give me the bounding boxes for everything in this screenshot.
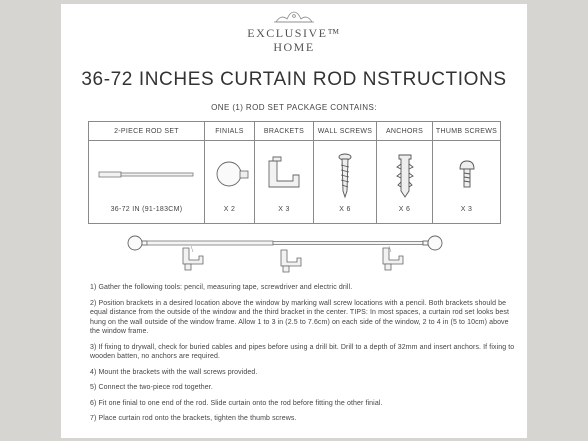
part-cell (89, 141, 205, 224)
page-title: 36-72 INCHES CURTAIN ROD NSTRUCTIONS (81, 69, 507, 90)
brand-name: EXCLUSIVE™ (247, 26, 341, 40)
package-subtitle: ONE (1) ROD SET PACKAGE CONTAINS: (211, 103, 377, 112)
parts-table (88, 121, 501, 224)
bracket-icon (183, 248, 403, 272)
part-qty: X 3 (278, 206, 290, 213)
anchor-icon (377, 151, 432, 199)
part-name: 2-PIECE ROD SET (89, 122, 205, 141)
finial-icon (205, 151, 254, 199)
instruction-steps (90, 283, 520, 430)
part-name: FINIALS (205, 122, 255, 141)
part-cell (377, 141, 433, 224)
parts-body-row (89, 141, 501, 224)
step-item: 2) Position brackets in a desired location above the window by marking wall screw locations with a pencil. Both brackets should be equal distance from the outside of the window and the third bracket in the center. TIPS: In most spaces, a curtain rod set looks best hung on the wall outside of the window frame. Allow 1 to 3 in (2.5 to 7.6cm) on each side of the window, 2 to 4 in (5 to 10cm) above the window frame. (90, 299, 510, 335)
screw-icon (314, 151, 376, 199)
part-cell (314, 141, 377, 224)
crown-ornament-icon (61, 10, 527, 24)
part-qty: X 3 (460, 206, 473, 213)
step-item: 7) Place curtain rod onto the brackets, tighten the thumb screws. (90, 415, 297, 422)
part-cell (255, 141, 314, 224)
part-name: ANCHORS (377, 122, 433, 141)
part-qty: X 6 (398, 206, 411, 213)
part-cell (433, 141, 501, 224)
part-name: BRACKETS (255, 122, 314, 141)
step-item: 6) Fit one finial to one end of the rod. Slide curtain onto the rod before fitting the other finial. (90, 399, 383, 407)
rod-icon (89, 151, 204, 199)
step-item: 4) Mount the brackets with the wall screws provided. (90, 368, 258, 376)
instruction-sheet (61, 4, 527, 438)
part-qty: X 2 (223, 206, 236, 213)
part-qty: 36-72 IN (91-183CM) (110, 206, 183, 213)
brand-subname: HOME (273, 40, 315, 54)
thumb-screw-icon (433, 151, 500, 199)
assembled-rod-icon (147, 241, 423, 245)
assembly-diagram (121, 226, 461, 281)
left-finial-icon (128, 236, 147, 250)
right-finial-icon (423, 236, 442, 250)
bracket-icon (255, 151, 313, 199)
step-item: 1) Gather the following tools: pencil, measuring tape, screwdriver and electric drill. (90, 284, 353, 291)
part-cell (205, 141, 255, 224)
step-item: 5) Connect the two-piece rod together. (90, 384, 213, 391)
part-qty: X 6 (339, 206, 351, 213)
part-name: WALL SCREWS (314, 122, 377, 141)
part-name: THUMB SCREWS (433, 122, 501, 141)
step-item: 3) If fixing to drywall, check for buried cables and pipes before using a drill bit. Drill to a depth of 32mm and insert anchors. If fixing to wooden batten, no anchors are required. (90, 343, 515, 360)
parts-header-row (89, 122, 501, 141)
